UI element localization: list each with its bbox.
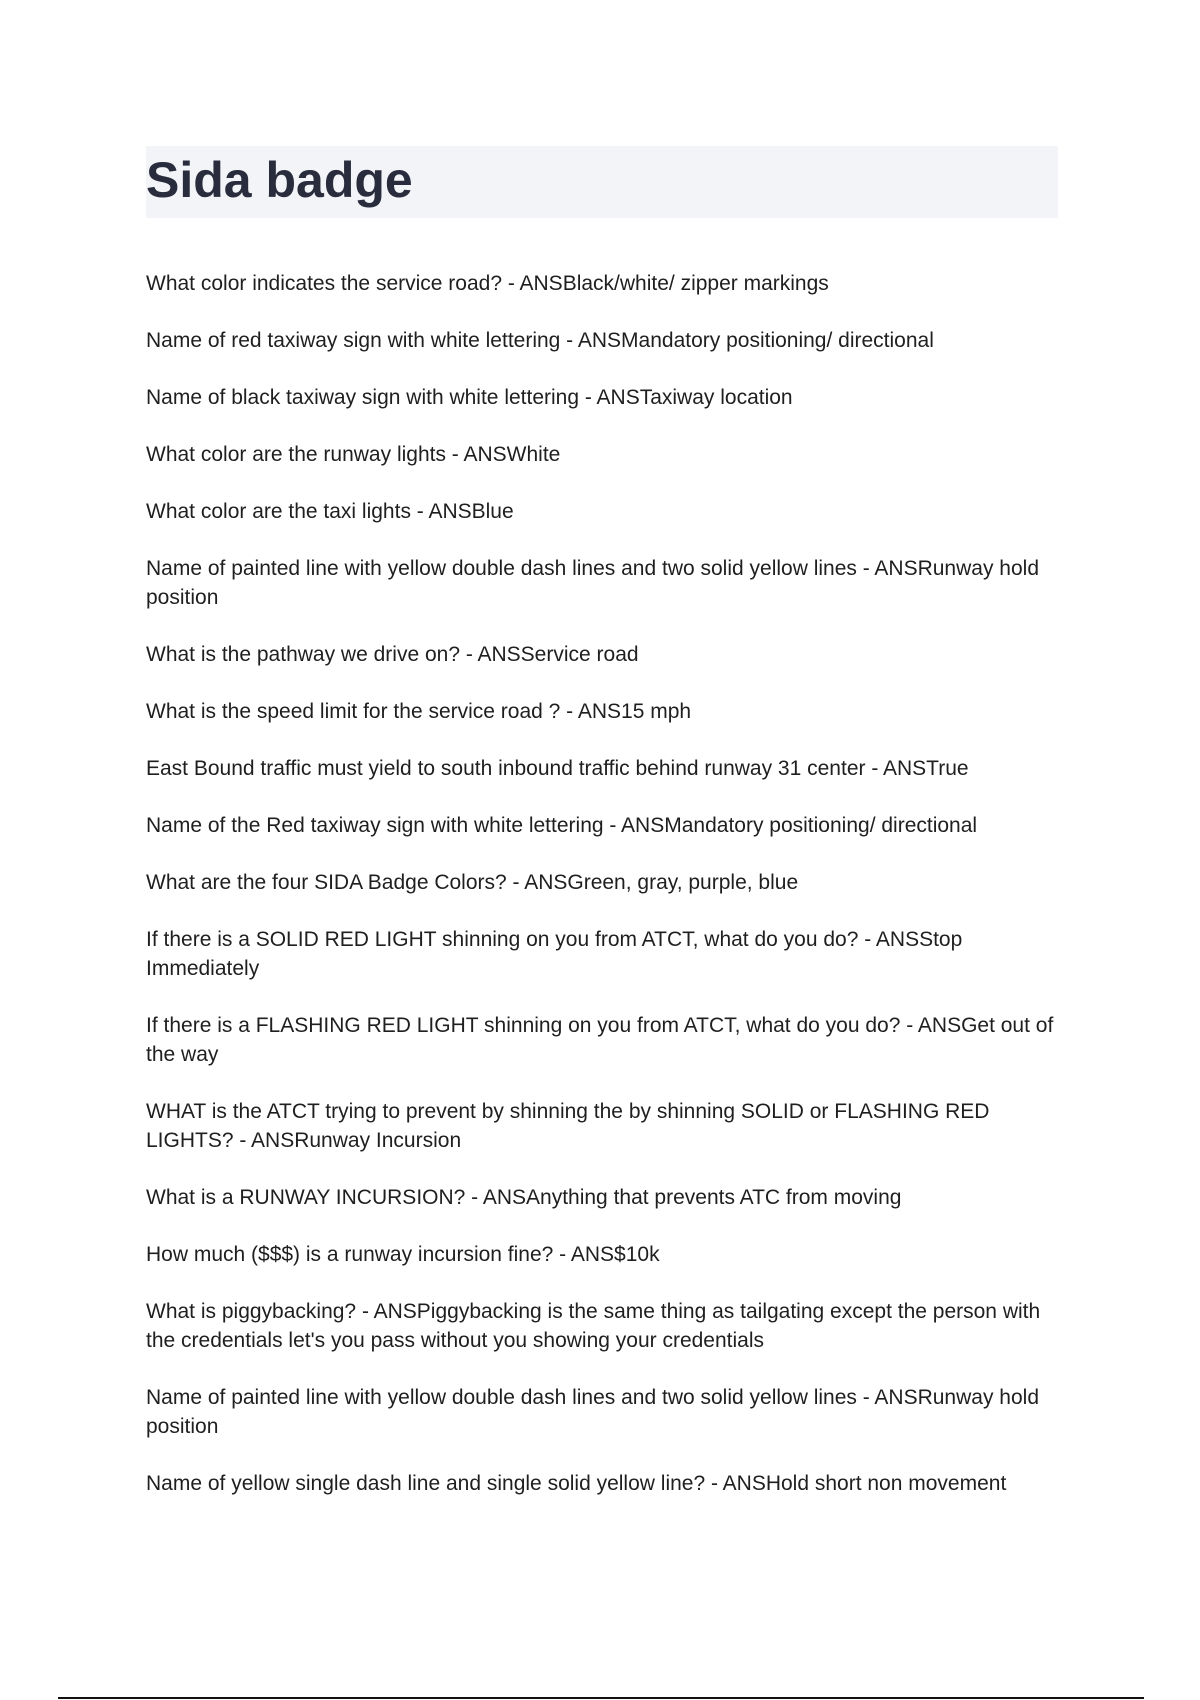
footer-divider — [58, 1697, 1144, 1699]
page-title: Sida badge — [146, 152, 413, 208]
qa-item: Name of painted line with yellow double dash lines and two solid yellow lines - ANSRunway hold position — [146, 1386, 1039, 1438]
qa-item: Name of black taxiway sign with white lettering - ANSTaxiway location — [146, 386, 793, 409]
qa-item: What color indicates the service road? - ANSBlack/white/ zipper markings — [146, 272, 829, 295]
qa-item: Name of the Red taxiway sign with white lettering - ANSMandatory positioning/ directional — [146, 814, 978, 837]
qa-item: What is piggybacking? - ANSPiggybacking is the same thing as tailgating except the person with the credentials let's you pass without you showing your credentials — [146, 1300, 1041, 1352]
qa-item: What are the four SIDA Badge Colors? - ANSGreen, gray, purple, blue — [146, 871, 799, 894]
title-banner — [146, 146, 1058, 218]
qa-item: What is the speed limit for the service road ? - ANS15 mph — [146, 700, 692, 723]
qa-item: Name of painted line with yellow double dash lines and two solid yellow lines - ANSRunway hold position — [146, 557, 1039, 609]
qa-item: Name of yellow single dash line and single solid yellow line? - ANSHold short non movement — [146, 1472, 1007, 1495]
qa-item: What color are the taxi lights - ANSBlue — [146, 500, 514, 523]
qa-item: If there is a SOLID RED LIGHT shinning on you from ATCT, what do you do? - ANSStop Immediately — [146, 928, 963, 980]
qa-item: If there is a FLASHING RED LIGHT shinning on you from ATCT, what do you do? - ANSGet out of the way — [146, 1014, 1054, 1066]
qa-item: East Bound traffic must yield to south inbound traffic behind runway 31 center - ANSTrue — [146, 757, 969, 780]
qa-item: What is the pathway we drive on? - ANSService road — [146, 643, 639, 666]
qa-item: Name of red taxiway sign with white lettering - ANSMandatory positioning/ directional — [146, 329, 934, 352]
qa-list — [146, 269, 1066, 1526]
qa-item: What is a RUNWAY INCURSION? - ANSAnything that prevents ATC from moving — [146, 1186, 902, 1209]
qa-item: WHAT is the ATCT trying to prevent by shinning the by shinning SOLID or FLASHING RED LIGHTS? - ANSRunway Incursion — [146, 1100, 990, 1152]
qa-item: How much ($$$) is a runway incursion fine? - ANS$10k — [146, 1243, 660, 1266]
qa-item: What color are the runway lights - ANSWhite — [146, 443, 561, 466]
